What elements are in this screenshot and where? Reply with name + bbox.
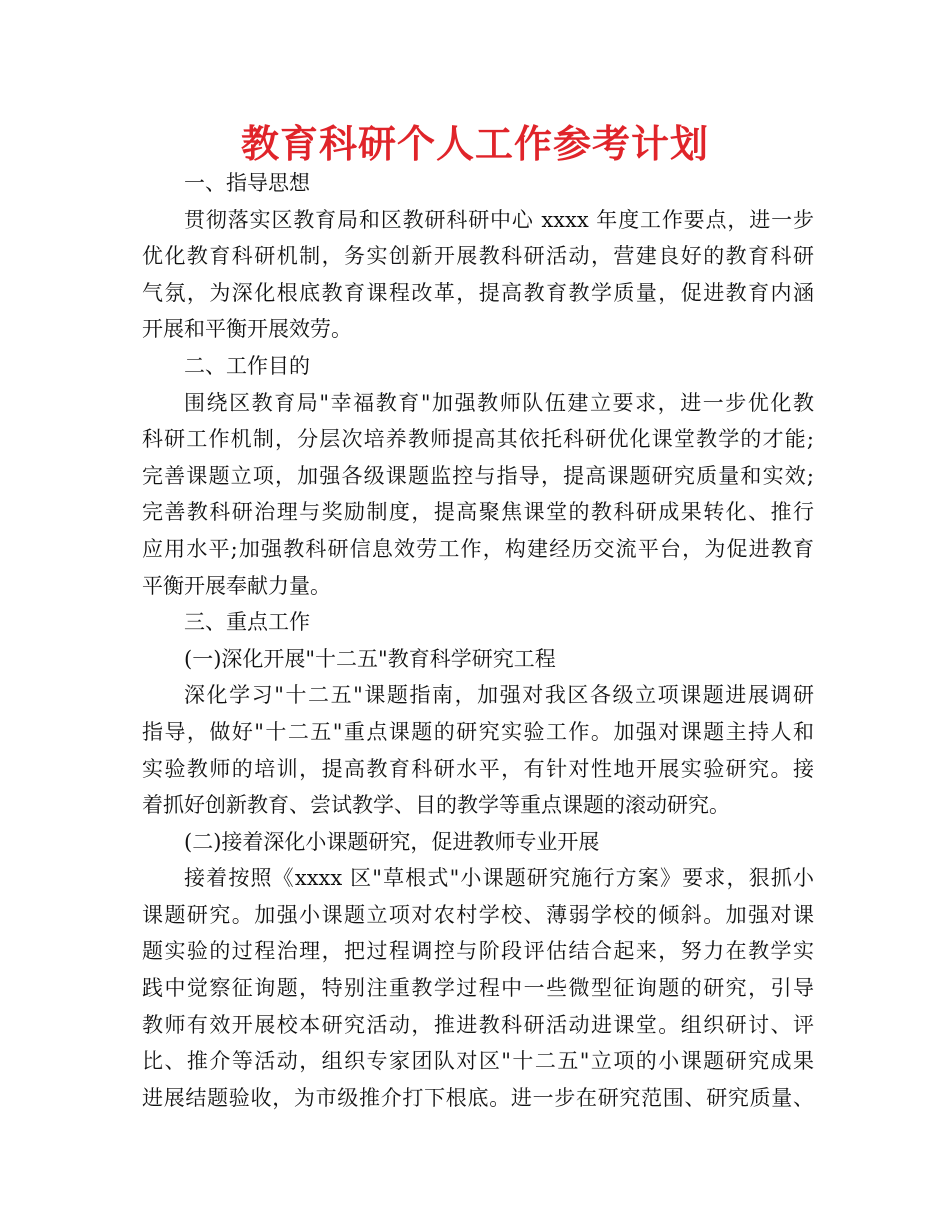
paragraph-line: 接着按照《xxxx 区"草根式"小课题研究施行方案》要求，狠抓小 <box>184 866 814 891</box>
paragraph-line: 践中觉察征询题，特别注重教学过程中一些微型征询题的研究，引导 <box>142 976 814 1001</box>
paragraph-line: 题实验的过程治理，把过程调控与阶段评估结合起来，努力在教学实 <box>142 939 814 964</box>
paragraph-line: 实验教师的培训，提高教育科研水平，有针对性地开展实验研究。接 <box>142 756 814 781</box>
section-heading-guiding-ideology: 一、指导思想 <box>184 171 310 195</box>
paragraph-line: 优化教育科研机制，务实创新开展教科研活动，营建良好的教育科研 <box>142 244 814 269</box>
paragraph-line: 指导，做好"十二五"重点课题的研究实验工作。加强对课题主持人和 <box>142 719 814 744</box>
paragraph-line: 深化学习"十二五"课题指南，加强对我区各级立项课题进展调研 <box>184 683 814 708</box>
paragraph-line: 完善教科研治理与奖励制度，提高聚焦课堂的教科研成果转化、推行 <box>142 500 814 525</box>
paragraph-line: 围绕区教育局"幸福教育"加强教师队伍建立要求，进一步优化教 <box>184 390 814 415</box>
paragraph-line: 课题研究。加强小课题立项对农村学校、薄弱学校的倾斜。加强对课 <box>142 902 814 927</box>
paragraph-line: 平衡开展奉献力量。 <box>142 573 331 598</box>
paragraph-line: 完善课题立项，加强各级课题监控与指导，提高课题研究质量和实效; <box>142 463 814 488</box>
section-heading-key-work: 三、重点工作 <box>184 610 310 635</box>
paragraph-line: 进展结题验收，为市级推介打下根底。进一步在研究范围、研究质量、 <box>142 1085 814 1110</box>
paragraph-line: 教师有效开展校本研究活动，推进教科研活动进课堂。组织研讨、评 <box>142 1012 814 1037</box>
paragraph-line: 气氛，为深化根底教育课程改革，提高教育教学质量，促进教育内涵 <box>142 280 814 305</box>
paragraph-line: 着抓好创新教育、尝试教学、目的教学等重点课题的滚动研究。 <box>142 793 730 818</box>
document-title: 教育科研个人工作参考计划 <box>240 122 709 166</box>
paragraph-line: 比、推介等活动，组织专家团队对区"十二五"立项的小课题研究成果 <box>142 1049 814 1074</box>
section-heading-work-goals: 二、工作目的 <box>184 353 310 378</box>
subsection-heading-2: (二)接着深化小课题研究，促进教师专业开展 <box>184 829 600 854</box>
paragraph-line: 开展和平衡开展效劳。 <box>142 317 352 342</box>
paragraph-line: 应用水平;加强教科研信息效劳工作，构建经历交流平台，为促进教育 <box>142 536 814 561</box>
paragraph-line: 科研工作机制，分层次培养教师提高其依托科研优化课堂教学的才能; <box>142 427 814 452</box>
document-body <box>142 165 814 1116</box>
paragraph-line: 贯彻落实区教育局和区教研科研中心 xxxx 年度工作要点，进一步 <box>184 207 814 232</box>
subsection-heading-1: (一)深化开展"十二五"教育科学研究工程 <box>184 646 556 671</box>
